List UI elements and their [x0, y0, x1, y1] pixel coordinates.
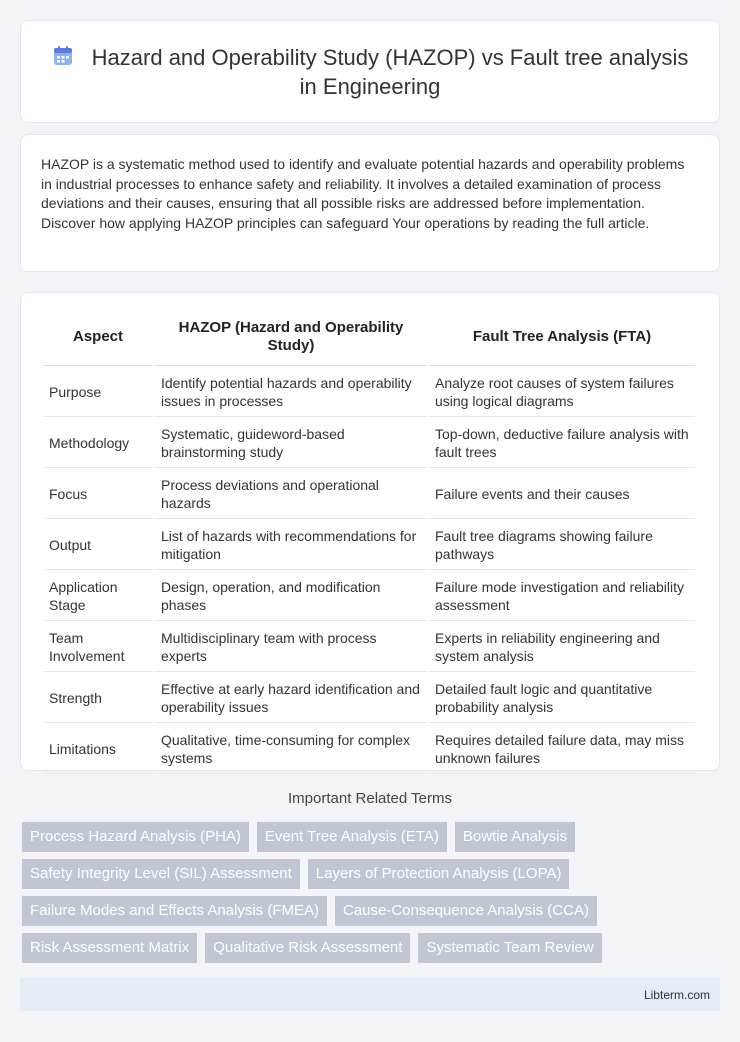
- related-term-tag[interactable]: Safety Integrity Level (SIL) Assessment: [22, 859, 300, 889]
- page-title: Hazard and Operability Study (HAZOP) vs Fault tree analysis in Engineering: [91, 44, 689, 99]
- row-aspect: Limitations: [43, 725, 153, 774]
- table-row: [43, 368, 695, 417]
- row-fta: Failure mode investigation and reliability assessment: [429, 572, 695, 621]
- row-hazop: Identify potential hazards and operability issues in processes: [155, 368, 427, 417]
- row-fta: Experts in reliability engineering and system analysis: [429, 623, 695, 672]
- row-fta: Top-down, deductive failure analysis with fault trees: [429, 419, 695, 468]
- page-title-wrap: [51, 43, 689, 101]
- header-aspect: Aspect: [43, 309, 153, 366]
- intro-text: HAZOP is a systematic method used to identify and evaluate potential hazards and operability problems in industrial processes to enhance safety and reliability. It involves a detailed examination of process deviations and their causes, ensuring that all possible risks are addressed before implementation. Discover how applying HAZOP principles can safeguard Your operations by reading the full article.: [41, 156, 685, 231]
- row-fta: Failure events and their causes: [429, 470, 695, 519]
- row-aspect: Team Involvement: [43, 623, 153, 672]
- row-aspect: Purpose: [43, 368, 153, 417]
- related-term-tag[interactable]: Process Hazard Analysis (PHA): [22, 822, 249, 852]
- footer-site-link[interactable]: Libterm.com: [643, 987, 710, 1002]
- related-terms-heading: Important Related Terms: [288, 790, 452, 807]
- row-aspect: Output: [43, 521, 153, 570]
- header-fta: Fault Tree Analysis (FTA): [429, 309, 695, 366]
- table-header-row: [43, 309, 695, 366]
- header-hazop: HAZOP (Hazard and Operability Study): [155, 309, 427, 366]
- related-term-tag[interactable]: Qualitative Risk Assessment: [205, 933, 410, 963]
- table-row: [43, 572, 695, 621]
- row-aspect: Focus: [43, 470, 153, 519]
- table-row: [43, 725, 695, 774]
- row-fta: Fault tree diagrams showing failure pathways: [429, 521, 695, 570]
- row-aspect: Application Stage: [43, 572, 153, 621]
- related-term-tag[interactable]: Cause-Consequence Analysis (CCA): [335, 896, 597, 926]
- row-hazop: Systematic, guideword-based brainstorming study: [155, 419, 427, 468]
- row-hazop: Qualitative, time-consuming for complex systems: [155, 725, 427, 774]
- row-fta: Analyze root causes of system failures using logical diagrams: [429, 368, 695, 417]
- related-terms-list: [22, 822, 722, 963]
- intro-card: [20, 134, 720, 272]
- table-row: [43, 521, 695, 570]
- table-row: [43, 470, 695, 519]
- calendar-icon: [52, 45, 74, 67]
- footer: [20, 978, 720, 1011]
- related-term-tag[interactable]: Failure Modes and Effects Analysis (FMEA): [22, 896, 327, 926]
- row-hazop: List of hazards with recommendations for mitigation: [155, 521, 427, 570]
- row-aspect: Strength: [43, 674, 153, 723]
- row-hazop: Process deviations and operational hazards: [155, 470, 427, 519]
- related-term-tag[interactable]: Event Tree Analysis (ETA): [257, 822, 447, 852]
- title-card: [20, 20, 720, 123]
- related-term-tag[interactable]: Bowtie Analysis: [455, 822, 575, 852]
- row-fta: Requires detailed failure data, may miss unknown failures: [429, 725, 695, 774]
- related-term-tag[interactable]: Layers of Protection Analysis (LOPA): [308, 859, 570, 889]
- table-row: [43, 674, 695, 723]
- related-term-tag[interactable]: Systematic Team Review: [418, 933, 601, 963]
- row-aspect: Methodology: [43, 419, 153, 468]
- related-term-tag[interactable]: Risk Assessment Matrix: [22, 933, 197, 963]
- row-hazop: Effective at early hazard identification and operability issues: [155, 674, 427, 723]
- row-fta: Detailed fault logic and quantitative probability analysis: [429, 674, 695, 723]
- comparison-table: [41, 307, 697, 776]
- row-hazop: Design, operation, and modification phases: [155, 572, 427, 621]
- table-row: [43, 419, 695, 468]
- comparison-table-card: [20, 292, 720, 771]
- table-row: [43, 623, 695, 672]
- row-hazop: Multidisciplinary team with process experts: [155, 623, 427, 672]
